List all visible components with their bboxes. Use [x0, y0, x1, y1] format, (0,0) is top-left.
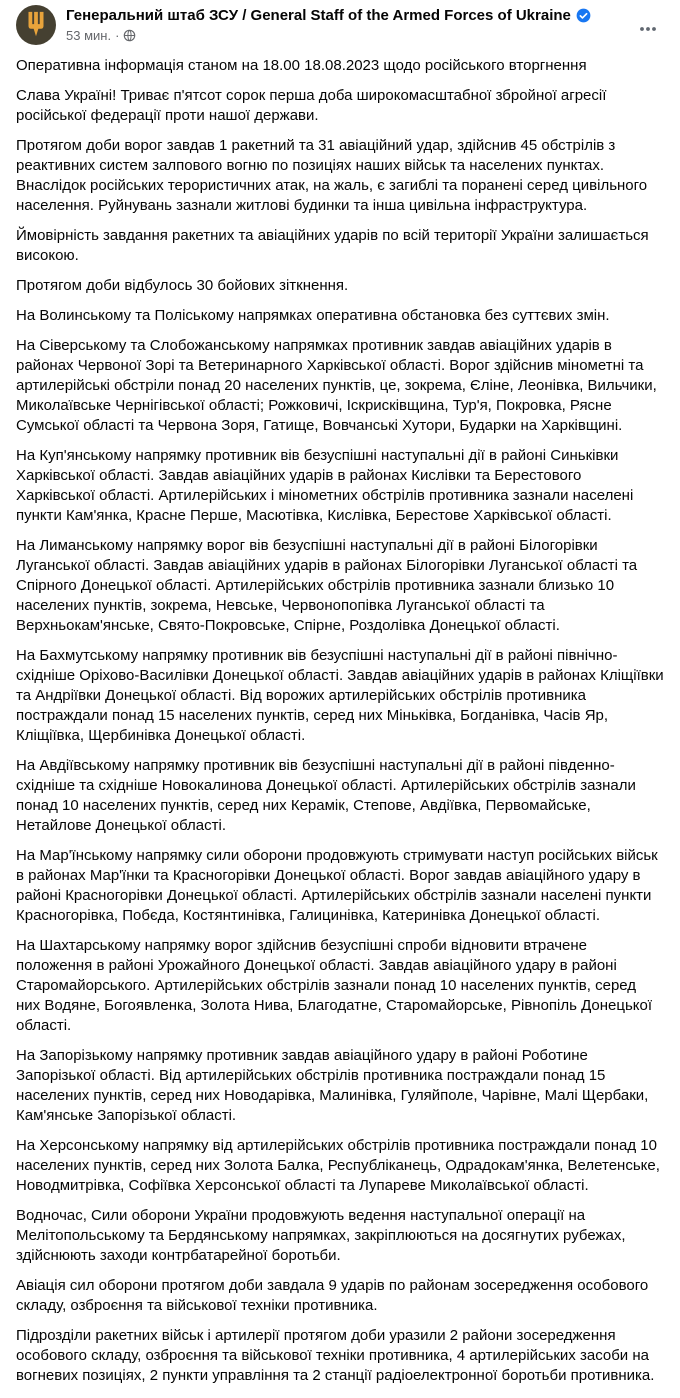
post-paragraph: Підрозділи ракетних військ і артилерії протягом доби уразили 2 райони зосередження особового складу, озброєння та військової техніки противника, 4 артилерійських засоби на вогневих позиціях, 2 пункти управління та 2 станції радіоелектронної боротьби противника.	[16, 1327, 655, 1384]
meta-separator: ·	[115, 28, 120, 43]
post-paragraph: Слава Україні! Триває п'ятсот сорок перша доба широкомасштабної збройної агресії російської федерації проти нашої держави.	[16, 87, 607, 124]
page-avatar[interactable]	[16, 5, 56, 45]
post-options-button[interactable]	[632, 13, 664, 45]
page-name-link[interactable]: Генеральний штаб ЗСУ / General Staff of the Armed Forces of Ukraine	[66, 7, 571, 24]
post-paragraph: На Волинському та Поліському напрямках оперативна обстановка без суттєвих змін.	[16, 307, 610, 324]
post-paragraph: На Запорізькому напрямку противник завдав авіаційного удару в районі Роботине Запорізької області. Від артилерійських обстрілів противника постраждали понад 15 населених пунктів, серед них Новодарівка, Малинівка, Гуляйполе, Чарівне, Малі Щербаки, Кам'янське Запорізької області.	[16, 1047, 649, 1124]
post-paragraph: На Куп'янському напрямку противник вів безуспішні наступальні дії в районі Синьківки Харківської області. Завдав авіаційних ударів в районах Кислівки та Берестового Харківської області. Артилерійських і мінометних обстрілів противника зазнали населені пункти Кам'янка, Красне Перше, Масютівка, Кислівка, Берестове Харківської області.	[16, 447, 634, 524]
trident-emblem-icon	[24, 10, 48, 40]
more-options-icon	[638, 19, 658, 39]
post-paragraph: Оперативна інформація станом на 18.00 18.08.2023 щодо російського вторгнення	[16, 57, 587, 74]
post-paragraph: Протягом доби відбулось 30 бойових зіткнення.	[16, 277, 349, 294]
post-paragraph: На Авдіївському напрямку противник вів безуспішні наступальні дії в районі південно-східніше та східніше Новокалинова Донецької області. Артилерійських обстрілів зазнали понад 10 населених пунктів, серед них Керамік, Степове, Авдіївка, Первомайське, Нетайлове Донецької області.	[16, 757, 636, 834]
post-timestamp[interactable]: 53 мин.	[66, 28, 112, 43]
post-paragraph: На Сіверському та Слобожанському напрямках противник завдав авіаційних ударів в районах Червоної Зорі та Ветеринарного Харківської області. Ворог здійснив мінометні та артилерійські обстріли понад 20 населених пунктів, це, зокрема, Єліне, Леонівка, Вильчики, Миколаївське Чернігівської області; Рожковичі, Іскрисківщина, Тур'я, Покровка, Рясне Сумської області та Червона Зоря, Гатище, Вовчанські Хутори, Бударки на Харківщині.	[16, 337, 657, 434]
post-paragraph: На Херсонському напрямку від артилерійських обстрілів противника постраждали понад 10 населених пунктів, серед них Золота Балка, Республіканець, Одрадокам'янка, Велетенське, Новодмитрівка, Софіївка Херсонської області та Лупареве Миколаївської області.	[16, 1137, 660, 1194]
post-paragraph: На Шахтарському напрямку ворог здійснив безуспішні спроби відновити втрачене положення в районі Урожайного Донецької області. Завдав авіаційного удару в районі Старомайорського. Артилерійських обстрілів зазнали понад 10 населених пунктів, серед них Водяне, Богоявленка, Золота Нива, Благодатне, Старомайорське, Рівнопіль Донецької області.	[16, 937, 653, 1034]
globe-icon	[123, 29, 136, 42]
post-paragraph: Протягом доби ворог завдав 1 ракетний та 31 авіаційний удар, здійснив 45 обстрілів з реактивних систем залпового вогню по позиціях наших військ та населених пунктах. Внаслідок російських терористичних атак, на жаль, є загиблі та поранені серед цивільного населення. Руйнувань зазнали житлові будинки та інша цивільна інфраструктура.	[16, 137, 648, 214]
post-header-text	[66, 5, 632, 44]
post-paragraph: Авіація сил оборони протягом доби завдала 9 ударів по районам зосередження особового складу, озброєння та військової техніки противника.	[16, 1277, 649, 1314]
post-paragraph: На Лиманському напрямку ворог вів безуспішні наступальні дії в районі Білогорівки Луганської області. Завдав авіаційних ударів в районах Білогорівки Луганської області та Спірного Донецької області. Артилерійських обстрілів противника зазнали близько 10 населених пунктів, зокрема, Невське, Червонопопівка Луганської області та Верхньокам'янське, Свято-Покровське, Спірне, Роздолівка Донецької області.	[16, 537, 638, 634]
post-paragraph: Водночас, Сили оборони України продовжують ведення наступальної операції на Мелітопольському та Бердянському напрямках, закріплюються на досягнутих рубежах, здійснюють заходи контрбатарейної боротьби.	[16, 1207, 626, 1264]
post-paragraph: На Бахмутському напрямку противник вів безуспішні наступальні дії в районі північно-східніше Оріхово-Василівки Донецької області. Завдав авіаційних ударів в районах Кліщіївки та Андріївки Донецької області. Від ворожих артилерійських обстрілів противника постраждали понад 15 населених пунктів, серед них Міньківка, Богданівка, Часів Яр, Кліщіївка, Щербинівка Донецької області.	[16, 647, 664, 744]
post-paragraph: Ймовірність завдання ракетних та авіаційних ударів по всій території України залишається високою.	[16, 227, 649, 264]
page-name-row	[66, 6, 632, 25]
post-text	[0, 45, 680, 1398]
post-paragraph: На Мар'їнському напрямку сили оборони продовжують стримувати наступ російських військ в районах Мар'їнки та Красногорівки Донецької області. Ворог завдав авіаційного удару в районі Красногорівки Донецької області. Артилерійських обстрілів зазнали населені пункти Красногорівка, Побєда, Костянтинівка, Галицинівка, Катеринівка Донецької області.	[16, 847, 658, 924]
post-meta	[66, 27, 632, 44]
post-header	[0, 0, 680, 45]
verified-badge-icon	[576, 8, 591, 23]
